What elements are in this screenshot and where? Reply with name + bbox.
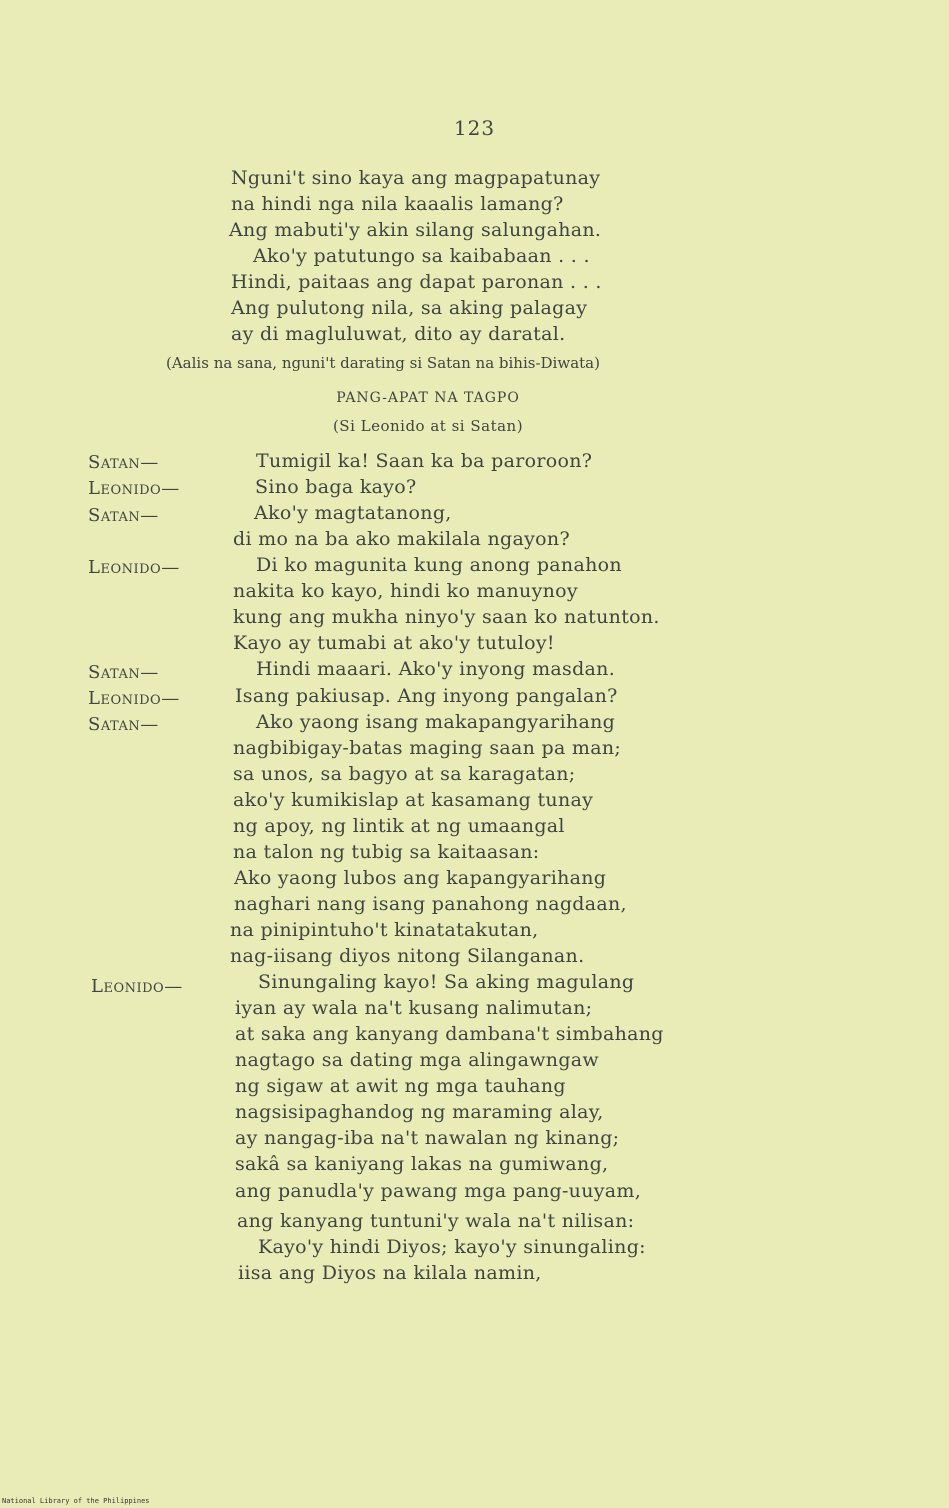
- dialogue-line: Kayo'y hindi Diyos; kayo'y sinungaling:: [258, 1236, 646, 1258]
- dialogue-line: na talon ng tubig sa kaitaasan:: [233, 841, 540, 863]
- dialogue-line: kung ang mukha ninyo'y saan ko natunton.: [233, 606, 660, 628]
- dialogue-line: nag-iisang diyos nitong Silanganan.: [230, 945, 585, 967]
- scene-title: PANG-APAT NA TAGPO: [336, 390, 520, 406]
- dialogue-line: Ako yaong lubos ang kapangyarihang: [234, 867, 607, 889]
- speaker-label: Satan—: [88, 662, 159, 683]
- speaker-label: Satan—: [88, 452, 159, 473]
- speaker-label: Satan—: [88, 714, 159, 735]
- dialogue-line: nakita ko kayo, hindi ko manuynoy: [233, 580, 578, 602]
- dialogue-line: naghari nang isang panahong nagdaan,: [234, 893, 627, 915]
- dialogue-line: ay nangag-iba na't nawalan ng kinang;: [235, 1127, 620, 1149]
- dialogue-line: iisa ang Diyos na kilala namin,: [238, 1262, 542, 1284]
- dialogue-line: nagsisipaghandog ng maraming alay,: [235, 1101, 604, 1123]
- verse-line: Ang pulutong nila, sa aking palagay: [231, 297, 588, 319]
- dialogue-line: ako'y kumikislap at kasamang tunay: [233, 789, 594, 811]
- dialogue-line: Isang pakiusap. Ang inyong pangalan?: [235, 685, 618, 707]
- dialogue-line: Kayo ay tumabi at ako'y tutuloy!: [233, 632, 555, 654]
- dialogue-line: ang kanyang tuntuni'y wala na't nilisan:: [237, 1210, 635, 1232]
- verse-line: na hindi nga nila kaaalis lamang?: [231, 193, 564, 215]
- dialogue-line: ng sigaw at awit ng mga tauhang: [235, 1075, 566, 1097]
- footer-credit: National Library of the Philippines: [2, 1497, 150, 1505]
- verse-line: Hindi, paitaas ang dapat paronan . . .: [231, 271, 602, 293]
- dialogue-line: ang panudla'y pawang mga pang-uuyam,: [235, 1180, 642, 1202]
- stage-direction: (Aalis na sana, nguni't darating si Satan na bihis-Diwata): [166, 354, 600, 372]
- speaker-label: Leonido—: [91, 976, 183, 997]
- dialogue-line: Hindi maaari. Ako'y inyong masdan.: [256, 658, 616, 680]
- dialogue-line: iyan ay wala na't kusang nalimutan;: [235, 997, 593, 1019]
- dialogue-line: nagtago sa dating mga alingawngaw: [235, 1049, 599, 1071]
- speaker-label: Leonido—: [88, 688, 180, 709]
- dialogue-line: Ako yaong isang makapangyarihang: [256, 711, 616, 733]
- verse-line: Ang mabuti'y akin silang salungahan.: [229, 219, 602, 241]
- verse-line: ay di magluluwat, dito ay daratal.: [231, 323, 566, 345]
- verse-line: Ako'y patutungo sa kaibabaan . . .: [253, 245, 590, 267]
- dialogue-line: Sino baga kayo?: [255, 476, 417, 498]
- verse-line: Nguni't sino kaya ang magpapatunay: [231, 167, 601, 189]
- dialogue-line: Ako'y magtatanong,: [254, 502, 452, 524]
- speaker-label: Leonido—: [88, 557, 180, 578]
- dialogue-line: Di ko magunita kung anong panahon: [256, 554, 622, 576]
- dialogue-line: at saka ang kanyang dambana't simbahang: [235, 1023, 664, 1045]
- dialogue-line: sa unos, sa bagyo at sa karagatan;: [233, 763, 576, 785]
- dialogue-line: Tumigil ka! Saan ka ba paroroon?: [256, 450, 593, 472]
- dialogue-line: nagbibigay-batas maging saan pa man;: [233, 737, 622, 759]
- speaker-label: Satan—: [88, 505, 159, 526]
- page-number: 123: [453, 116, 496, 140]
- dialogue-line: na pinipintuho't kinatatakutan,: [230, 919, 539, 941]
- dialogue-line: sakâ sa kaniyang lakas na gumiwang,: [235, 1153, 609, 1175]
- dialogue-line: Sinungaling kayo! Sa aking magulang: [258, 971, 635, 993]
- scene-characters: (Si Leonido at si Satan): [332, 417, 524, 435]
- dialogue-line: di mo na ba ako makilala ngayon?: [233, 528, 570, 550]
- speaker-label: Leonido—: [88, 478, 180, 499]
- dialogue-line: ng apoy, ng lintik at ng umaangal: [233, 815, 565, 837]
